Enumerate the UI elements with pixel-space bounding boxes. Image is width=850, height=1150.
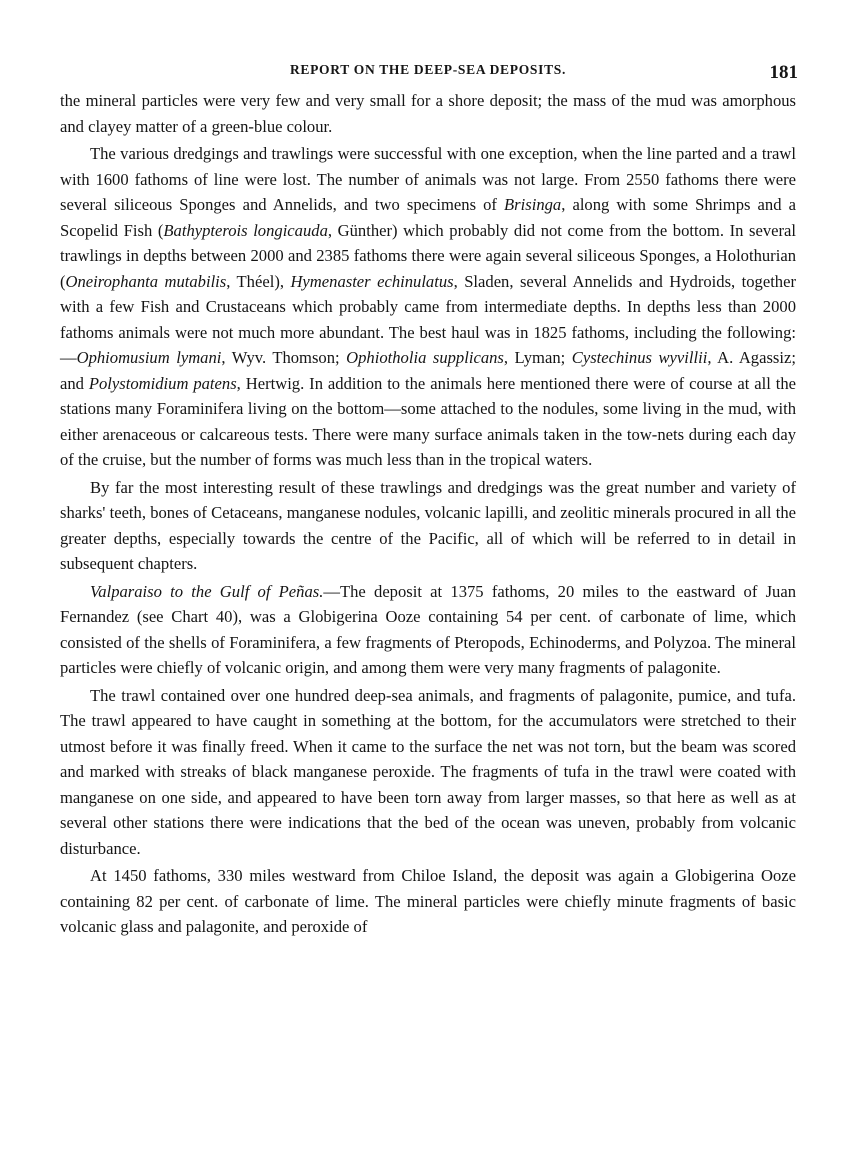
species-ophiomusium: Ophiomusium lymani [76,348,222,367]
species-bathypterois: Bathypterois longicauda [163,220,328,240]
running-title: REPORT ON THE DEEP-SEA DEPOSITS. [289,62,567,77]
p2-text: , Théel), [226,271,291,291]
paragraph-4 [60,579,796,681]
p2-text: , along with some Shrimps and a Scopelid Fish ( [60,195,796,240]
p2-text: , Lyman; [503,348,572,367]
species-polystomidium: Polystomidium patens [88,373,237,393]
page-number: 181 [769,62,798,83]
p4-text: —The deposit at 1375 fathoms, 20 miles to the eastward of Juan Fernandez (see Chart 40), was a Globigerina Ooze containing 54 per cent. of carbonate of lime, which consisted of the shells of Foraminifera, a few fragments of Pteropods, Echinoderms, and Polyzoa. The mineral particles were chiefly of volcanic origin, and among them were very many fragments of palagonite. [60,581,796,677]
section-heading: Valparaiso to the Gulf of Peñas. [90,581,324,601]
p2-text: , Günther) which probably did not come from the bottom. In several trawlings in depths between 2000 and 2385 fathoms there were again several siliceous Sponges, a Holothurian ( [60,220,796,291]
paragraph-6: At 1450 fathoms, 330 miles westward from Chiloe Island, the deposit was again a Globigerina Ooze containing 82 per cent. of carbonate of lime. The mineral particles were chiefly minute fragments of basic volcanic glass and palagonite, and peroxide of [60,866,796,936]
paragraph-3: By far the most interesting result of these trawlings and dredgings was the great number and variety of sharks' teeth, bones of Cetaceans, manganese nodules, volcanic lapilli, and zeolitic minerals procured in all the greater depths, especially towards the centre of the Pacific, all of which will be referred to in detail in subsequent chapters. [60,477,796,573]
p2-text: , A. Agassiz; and [60,348,796,393]
paragraph-1: the mineral particles were very few and very small for a shore deposit; the mass of the mud was amorphous and clayey matter of a green-blue colour. [60,91,796,136]
species-brisinga: Brisinga [504,195,562,214]
p2-text: , Sladen, several Annelids and Hydroids, together with a few Fish and Crustaceans which probably came from intermediate depths. In depths less than 2000 fathoms animals were not much more abundant. The best haul was in 1825 fathoms, including the following:— [60,271,796,367]
paragraph-2 [60,141,796,473]
species-ophiotholia: Ophiotholia supplicans [346,348,504,367]
p2-text: The various dredgings and trawlings were successful with one exception, when the line parted and a trawl with 1600 fathoms of line were lost. The number of animals was not large. From 2550 fathoms there were several siliceous Sponges and Annelids, and two specimens of [60,144,796,214]
species-oneirophanta: Oneirophanta mutabilis [65,271,227,291]
p2-text: , Wyv. Thomson; [221,348,347,367]
page-header [60,58,796,88]
p2-text: , Hertwig. In addition to the animals here mentioned there were of course at all the stations many Foraminifera living on the bottom—some attached to the nodules, some living in the mud, with either arenaceous or calcareous tests. There were many surface animals taken in the tow-nets during each day of the cruise, but the number of forms was much less than in the tropical waters. [60,373,796,469]
species-hymenaster: Hymenaster echinulatus [290,271,454,291]
page [60,58,796,940]
species-cystechinus: Cystechinus wyvillii [571,348,708,367]
paragraph-5: The trawl contained over one hundred deep-sea animals, and fragments of palagonite, pumice, and tufa. The trawl appeared to have caught in something at the bottom, for the accumulators were stretched to their utmost before it was finally freed. When it came to the surface the net was not torn, but the beam was scored and marked with streaks of black manganese peroxide. The fragments of tufa in the trawl were coated with manganese on one side, and appeared to have been torn away from larger masses, so that here as well as at several other stations there were indications that the bed of the ocean was uneven, probably from volcanic disturbance. [60,685,796,858]
